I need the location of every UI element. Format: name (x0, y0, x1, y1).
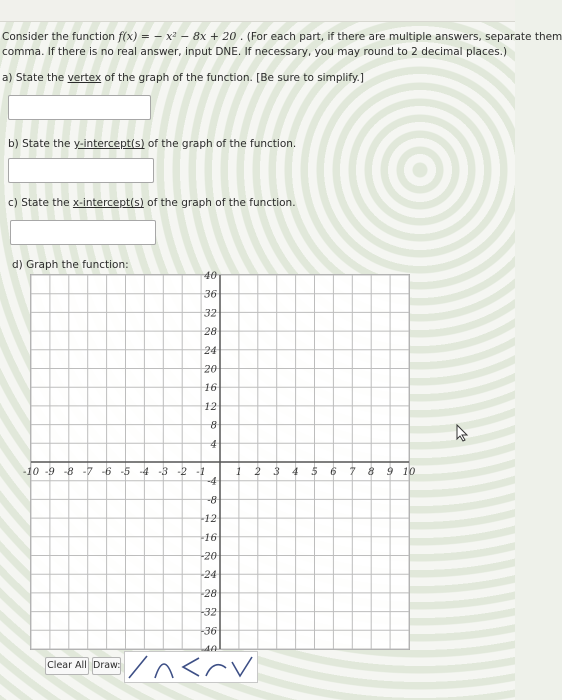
draw-tools (124, 651, 258, 683)
curve-tool-icon[interactable] (203, 652, 229, 682)
x-tick-label: 8 (368, 467, 375, 478)
question-c-suffix: of the graph of the function. (143, 197, 296, 209)
vertex-link[interactable]: vertex (67, 72, 102, 84)
x-tick-label: -9 (45, 467, 55, 478)
question-a-suffix: of the graph of the function. [Be sure to simplify.] (101, 72, 364, 84)
y-tick-label: 8 (210, 420, 217, 432)
vertex-answer-input[interactable] (8, 95, 151, 120)
x-tick-label: -3 (158, 467, 169, 478)
question-a (2, 71, 364, 85)
intro-line-1 (2, 30, 562, 44)
line-tool-icon[interactable] (125, 652, 151, 682)
y-tick-label: 4 (210, 439, 217, 451)
x-tick-label: -10 (22, 467, 40, 478)
left-angle-tool-icon[interactable] (177, 652, 203, 682)
x-tick-label: -7 (82, 467, 93, 478)
x-tick-label: 10 (402, 467, 416, 478)
y-tick-label: -24 (200, 570, 217, 582)
draw-label: Draw: (92, 657, 121, 675)
y-tick-label: 20 (204, 364, 217, 376)
x-intercept-link[interactable]: x-intercept(s) (72, 197, 144, 209)
x-tick-label: -8 (63, 467, 74, 478)
x-tick-label: 2 (254, 467, 261, 478)
coordinate-grid[interactable] (22, 271, 416, 649)
y-intercept-link[interactable]: y-intercept(s) (73, 138, 145, 150)
x-tick-label: -6 (101, 467, 112, 478)
intro-suffix: (For each part, if there are multiple answers, separate them (246, 31, 562, 43)
y-tick-label: 40 (204, 271, 217, 282)
parabola-tool-icon[interactable] (151, 652, 177, 682)
function-expression: f(x) = − x² − 8x + 20 . (118, 30, 244, 43)
question-a-prefix: a) State the (2, 72, 68, 84)
y-tick-label: 36 (204, 289, 217, 301)
x-tick-label: -5 (120, 467, 131, 478)
x-intercept-answer-input[interactable] (10, 220, 156, 245)
x-tick-label: 6 (330, 467, 337, 478)
x-tick-label: 1 (235, 467, 243, 478)
y-tick-label: 32 (204, 308, 217, 320)
top-separator (0, 0, 515, 22)
question-b-prefix: b) State the (8, 138, 74, 150)
y-tick-label: -4 (207, 476, 217, 488)
y-tick-label: -12 (200, 514, 217, 526)
question-d: d) Graph the function: (12, 259, 129, 271)
question-b (8, 137, 296, 151)
y-tick-label: -16 (200, 532, 217, 544)
graph-canvas[interactable] (22, 271, 416, 650)
x-tick-label: 9 (386, 467, 394, 478)
intro-line-2: comma. If there is no real answer, input DNE. If necessary, you may round to 2 decimal places.) (2, 46, 508, 58)
x-tick-label: 5 (311, 467, 318, 478)
y-tick-label: 16 (204, 383, 217, 395)
y-tick-label: 28 (204, 327, 217, 339)
y-tick-label: 24 (204, 345, 217, 357)
x-tick-label: -4 (139, 467, 150, 478)
y-intercept-answer-input[interactable] (8, 158, 154, 183)
y-tick-label: 12 (204, 401, 217, 413)
x-tick-label: 7 (349, 467, 356, 478)
y-tick-label: -20 (200, 551, 217, 563)
mouse-cursor-icon (455, 424, 469, 442)
question-c-prefix: c) State the (8, 197, 73, 209)
y-tick-label: -32 (200, 607, 217, 619)
y-tick-label: -8 (207, 495, 217, 507)
check-tool-icon[interactable] (229, 652, 255, 682)
y-tick-label: -36 (200, 626, 217, 638)
y-tick-label: -28 (200, 588, 217, 600)
x-tick-label: -1 (196, 467, 206, 478)
clear-all-button[interactable]: Clear All (45, 657, 89, 675)
question-c (8, 196, 296, 210)
x-tick-label: -2 (177, 467, 188, 478)
intro-prefix: Consider the function (2, 31, 116, 43)
question-b-suffix: of the graph of the function. (144, 138, 297, 150)
x-tick-label: 3 (273, 467, 280, 478)
x-tick-label: 4 (292, 467, 299, 478)
